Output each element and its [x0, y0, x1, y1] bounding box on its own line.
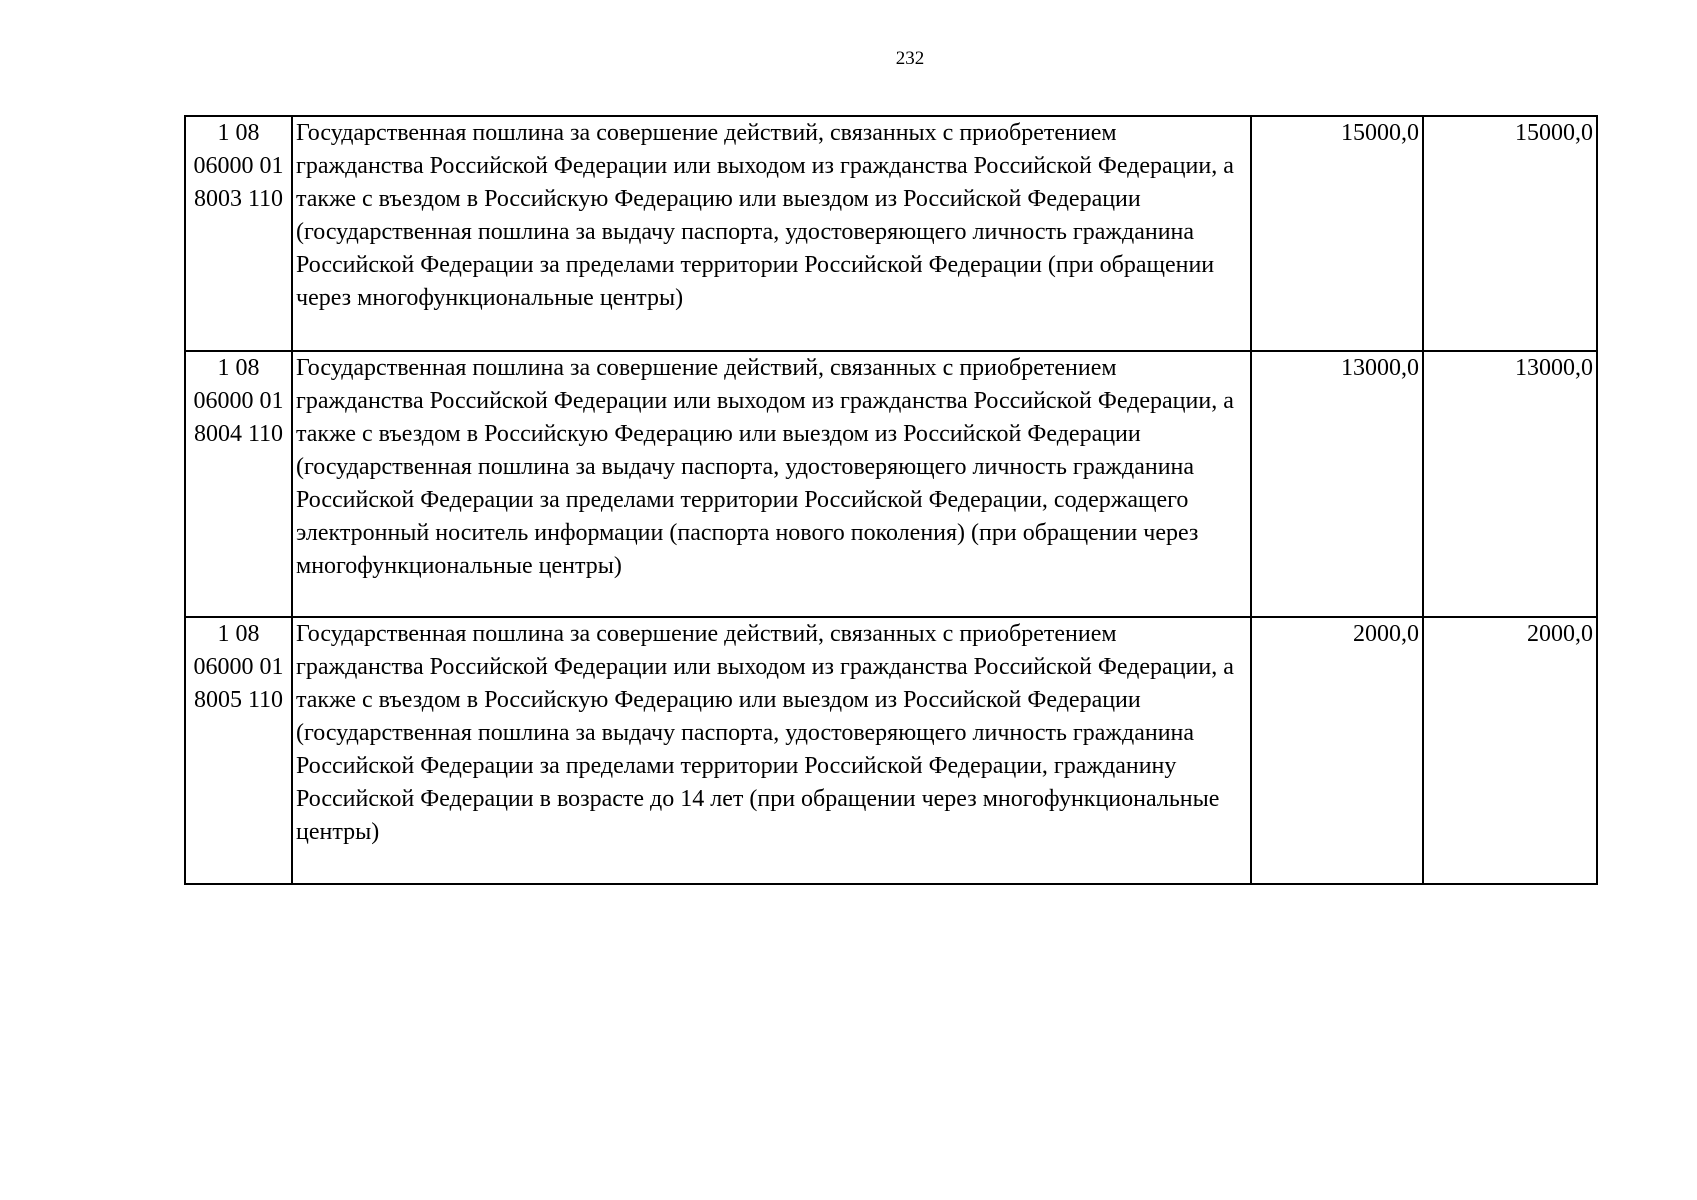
revenue-table [184, 115, 1598, 885]
amount-cell: 15000,0 [1423, 116, 1597, 351]
table-row [185, 617, 1597, 884]
revenue-description: Государственная пошлина за совершение действий, связанных с приобретением гражданства Российской Федерации или выходом из гражданства Российской Федерации, а также с въездом в Российскую Федерацию или выездом из Российской Федерации (государственная пошлина за выдачу паспорта, удостоверяющего личность гражданина Российской Федерации за пределами территории Российской Федерации (при обращении через многофункциональные центры) [292, 116, 1251, 351]
table-row [185, 116, 1597, 351]
budget-classification-code: 1 08 06000 01 8005 110 [185, 617, 292, 884]
budget-classification-code: 1 08 06000 01 8004 110 [185, 351, 292, 617]
amount-cell: 2000,0 [1251, 617, 1423, 884]
amount-cell: 15000,0 [1251, 116, 1423, 351]
amount-cell: 13000,0 [1251, 351, 1423, 617]
budget-classification-code: 1 08 06000 01 8003 110 [185, 116, 292, 351]
amount-cell: 2000,0 [1423, 617, 1597, 884]
page-number: 232 [895, 48, 925, 69]
amount-cell: 13000,0 [1423, 351, 1597, 617]
table-row [185, 351, 1597, 617]
revenue-description: Государственная пошлина за совершение действий, связанных с приобретением гражданства Российской Федерации или выходом из гражданства Российской Федерации, а также с въездом в Российскую Федерацию или выездом из Российской Федерации (государственная пошлина за выдачу паспорта, удостоверяющего личность гражданина Российской Федерации за пределами территории Российской Федерации, гражданину Российской Федерации в возрасте до 14 лет (при обращении через многофункциональные центры) [292, 617, 1251, 884]
revenue-description: Государственная пошлина за совершение действий, связанных с приобретением гражданства Российской Федерации или выходом из гражданства Российской Федерации, а также с въездом в Российскую Федерацию или выездом из Российской Федерации (государственная пошлина за выдачу паспорта, удостоверяющего личность гражданина Российской Федерации за пределами территории Российской Федерации, содержащего электронный носитель информации (паспорта нового поколения) (при обращении через многофункциональные центры) [292, 351, 1251, 617]
